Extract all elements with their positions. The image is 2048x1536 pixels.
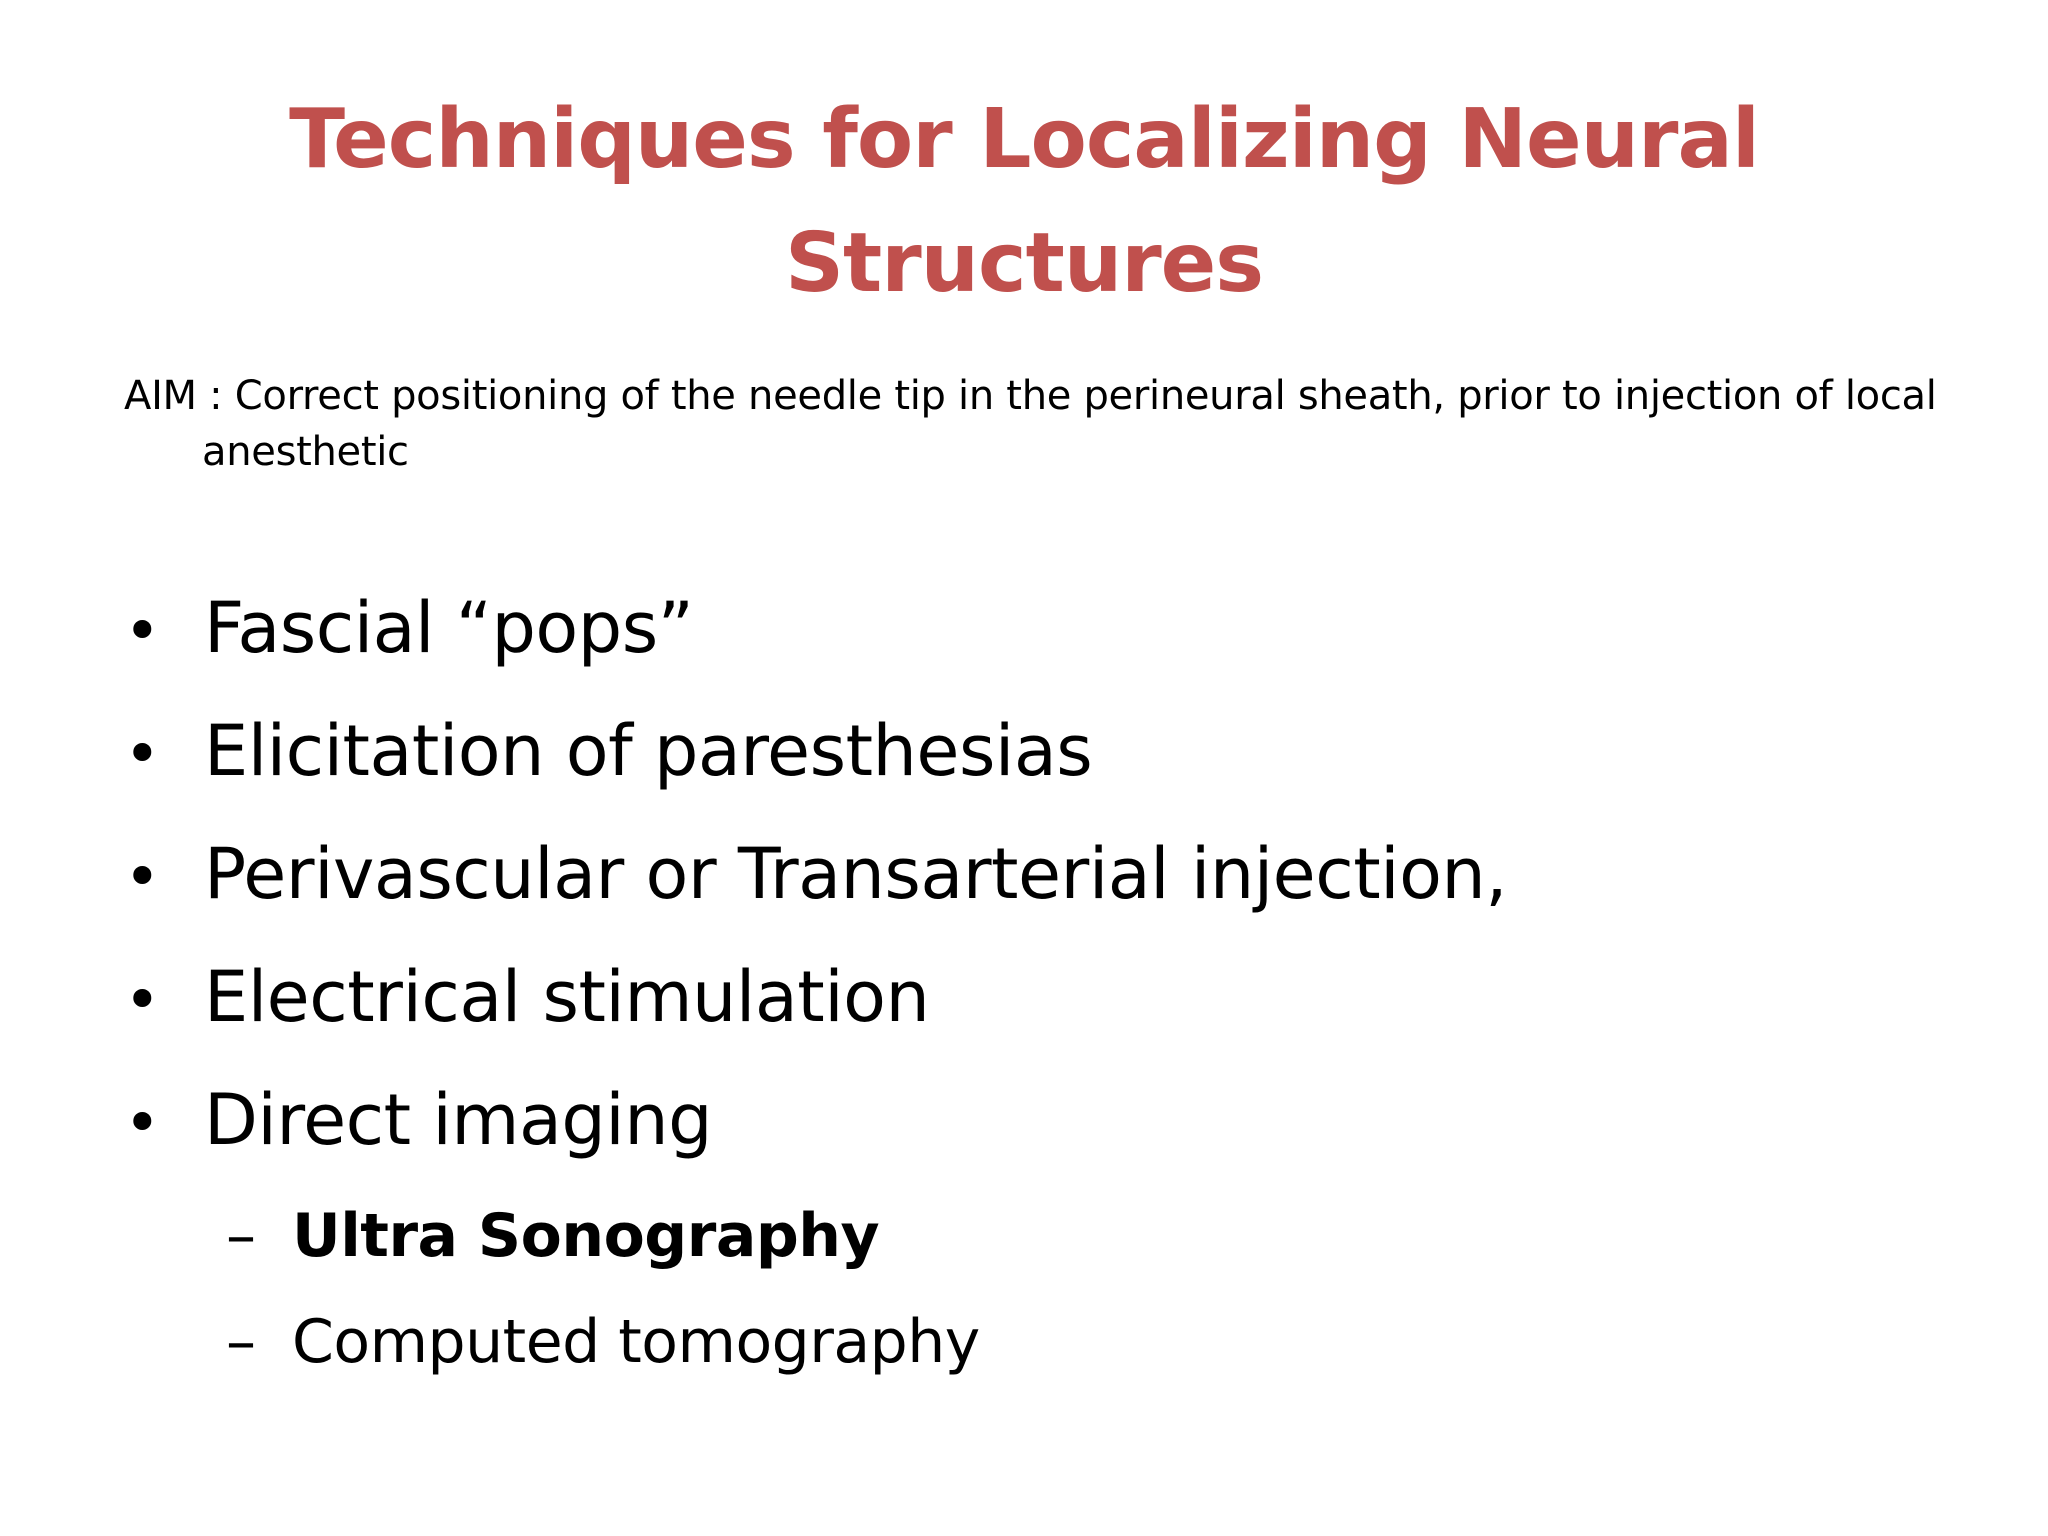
bullet-icon: •: [124, 840, 161, 913]
title-line-2: Structures: [784, 216, 1264, 311]
bullet-item: [124, 691, 1924, 814]
bullet-text: Elicitation of paresthesias: [204, 710, 1093, 792]
bullet-item: [124, 937, 1924, 1060]
bullet-text: Perivascular or Transarterial injection,: [204, 833, 1508, 915]
bullet-icon: •: [124, 1086, 161, 1159]
sub-bullet-list: [124, 1183, 1924, 1395]
sub-bullet-text: Ultra Sonography: [292, 1201, 880, 1271]
bullet-item: [124, 1060, 1924, 1183]
bullet-item: [124, 568, 1924, 691]
bullet-icon: •: [124, 717, 161, 790]
dash-icon: –: [226, 1201, 256, 1271]
bullet-text: Direct imaging: [204, 1079, 713, 1161]
title-line-1: Techniques for Localizing Neural: [289, 92, 1759, 187]
sub-bullet-item: [124, 1183, 1924, 1289]
dash-icon: –: [226, 1307, 256, 1377]
sub-list-container: [124, 1183, 1924, 1395]
bullet-text: Fascial “pops”: [204, 587, 694, 669]
bullet-list: [124, 568, 1924, 1395]
bullet-icon: •: [124, 963, 161, 1036]
bullet-item: [124, 814, 1924, 937]
bullet-icon: •: [124, 594, 161, 667]
slide-title: [160, 78, 1888, 326]
sub-bullet-item: [124, 1289, 1924, 1395]
aim-statement: AIM : Correct positioning of the needle tip in the perineural sheath, prior to injection of local anesthetic: [124, 373, 1937, 475]
sub-bullet-text: Computed tomography: [292, 1307, 980, 1377]
bullet-text: Electrical stimulation: [204, 956, 930, 1038]
